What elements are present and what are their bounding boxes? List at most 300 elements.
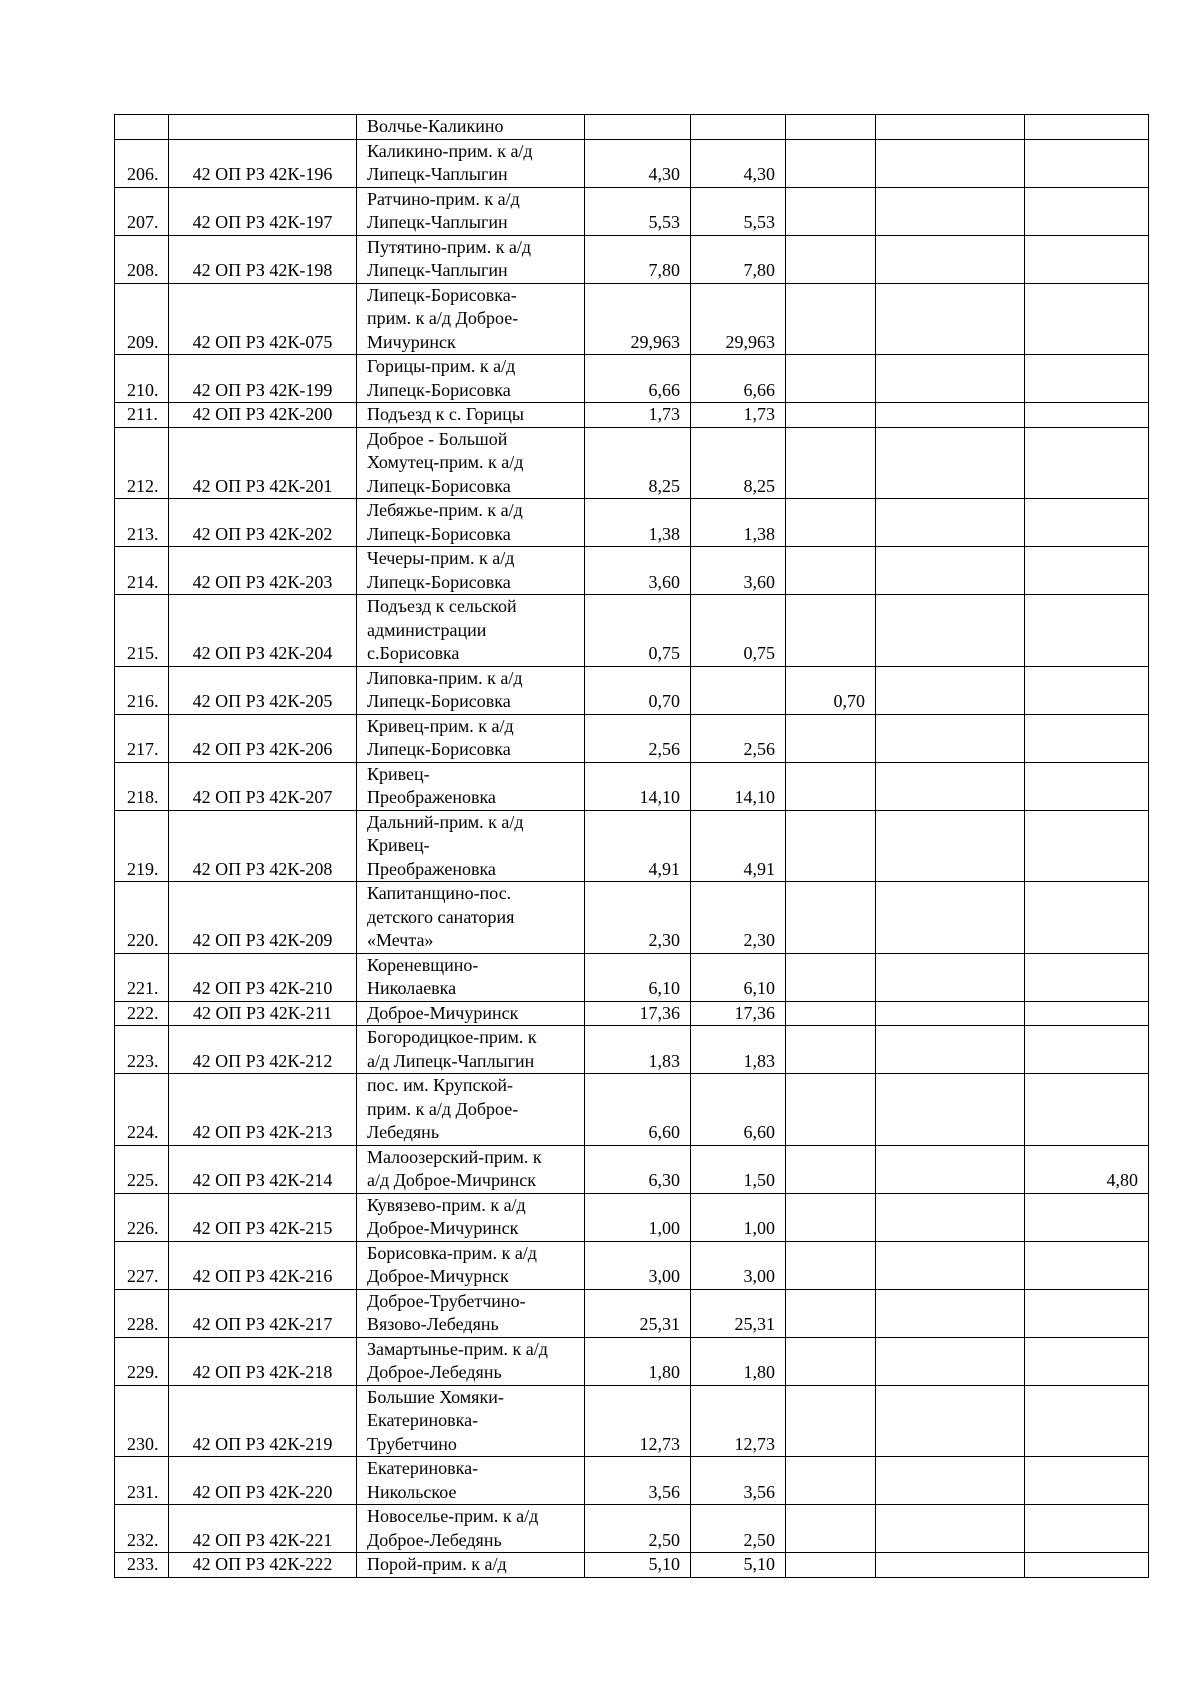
total-length-cell bbox=[585, 1337, 691, 1385]
length-col-1-text: 3,56 bbox=[743, 1481, 775, 1502]
row-number-text: 230. bbox=[127, 1433, 159, 1454]
length-col-1-text: 1,38 bbox=[743, 523, 775, 544]
total-length-cell bbox=[585, 762, 691, 810]
length-col-4-cell bbox=[1025, 762, 1149, 810]
length-col-1-cell bbox=[691, 187, 786, 235]
road-name-cell bbox=[357, 595, 585, 667]
total-length-text: 7,80 bbox=[648, 260, 680, 280]
road-name-text: Кривец- Преображеновка bbox=[367, 763, 496, 807]
row-number-cell bbox=[115, 403, 169, 428]
total-length-cell bbox=[585, 1505, 691, 1553]
total-length-text: 3,60 bbox=[648, 571, 680, 592]
total-length-cell bbox=[585, 403, 691, 428]
row-number-cell bbox=[115, 595, 169, 667]
length-col-1-text: 3,60 bbox=[743, 571, 775, 592]
length-col-1-cell bbox=[691, 1385, 786, 1457]
length-col-2-cell bbox=[786, 666, 876, 714]
road-name-cell bbox=[357, 666, 585, 714]
total-length-cell bbox=[585, 595, 691, 667]
total-length-text: 4,30 bbox=[648, 164, 680, 184]
road-name-text: Новоселье-прим. к а/д Доброе-Лебедянь bbox=[367, 1506, 539, 1550]
table-row bbox=[115, 547, 1149, 595]
length-col-3-cell bbox=[876, 1505, 1025, 1553]
length-col-2-cell bbox=[786, 355, 876, 403]
total-length-text: 1,80 bbox=[648, 1362, 680, 1382]
length-col-1-text: 1,83 bbox=[743, 1050, 775, 1071]
length-col-1-cell bbox=[691, 1289, 786, 1337]
road-code-text: 42 ОП РЗ 42К-204 bbox=[192, 643, 333, 663]
total-length-text: 2,30 bbox=[648, 930, 680, 950]
length-col-2-cell bbox=[786, 1289, 876, 1337]
row-number-cell bbox=[115, 1553, 169, 1578]
length-col-3-cell bbox=[876, 139, 1025, 187]
length-col-4-cell bbox=[1025, 595, 1149, 667]
length-col-4-cell bbox=[1025, 1505, 1149, 1553]
road-name-text: Борисовка-прим. к а/д Доброе-Мичурнск bbox=[367, 1242, 537, 1286]
length-col-3-cell bbox=[876, 1337, 1025, 1385]
length-col-1-text: 12,73 bbox=[734, 1433, 775, 1454]
total-length-text: 6,10 bbox=[648, 978, 680, 998]
total-length-text: 3,56 bbox=[648, 1481, 680, 1502]
road-name-cell bbox=[357, 283, 585, 355]
table-row bbox=[115, 1145, 1149, 1193]
total-length-text: 14,10 bbox=[639, 787, 680, 807]
total-length-text: 1,00 bbox=[648, 1218, 680, 1238]
table-row bbox=[115, 810, 1149, 882]
road-name-cell bbox=[357, 427, 585, 499]
total-length-text: 1,83 bbox=[648, 1050, 680, 1071]
length-col-1-cell bbox=[691, 115, 786, 140]
length-col-1-text: 14,10 bbox=[734, 787, 775, 807]
length-col-2-cell bbox=[786, 1385, 876, 1457]
road-code-text: 42 ОП РЗ 42К-211 bbox=[192, 1002, 333, 1023]
road-name-cell bbox=[357, 1074, 585, 1146]
table-row bbox=[115, 283, 1149, 355]
road-code-cell bbox=[169, 1337, 357, 1385]
table-row bbox=[115, 1074, 1149, 1146]
length-col-2-cell bbox=[786, 1145, 876, 1193]
row-number-text: 233. bbox=[127, 1554, 159, 1574]
length-col-3-cell bbox=[876, 547, 1025, 595]
table-row bbox=[115, 1457, 1149, 1505]
road-name-text: Лебяжье-прим. к а/д Липецк-Борисовка bbox=[367, 500, 523, 544]
length-col-1-cell bbox=[691, 810, 786, 882]
total-length-cell bbox=[585, 283, 691, 355]
length-col-3-cell bbox=[876, 427, 1025, 499]
row-number-text: 219. bbox=[127, 858, 159, 879]
length-col-3-cell bbox=[876, 1385, 1025, 1457]
total-length-text: 2,50 bbox=[648, 1529, 680, 1550]
length-col-4-cell bbox=[1025, 1457, 1149, 1505]
length-col-2-cell bbox=[786, 1193, 876, 1241]
length-col-2-text: 0,70 bbox=[833, 691, 865, 711]
road-code-cell bbox=[169, 1193, 357, 1241]
length-col-2-cell bbox=[786, 1074, 876, 1146]
length-col-1-cell bbox=[691, 595, 786, 667]
road-name-cell bbox=[357, 810, 585, 882]
total-length-cell bbox=[585, 115, 691, 140]
total-length-text: 2,56 bbox=[648, 739, 680, 759]
road-code-cell bbox=[169, 882, 357, 954]
length-col-3-cell bbox=[876, 810, 1025, 882]
length-col-2-cell bbox=[786, 1505, 876, 1553]
total-length-text: 29,963 bbox=[630, 331, 680, 352]
total-length-cell bbox=[585, 1026, 691, 1074]
length-col-1-cell bbox=[691, 139, 786, 187]
length-col-1-cell bbox=[691, 499, 786, 547]
road-name-cell bbox=[357, 1553, 585, 1578]
road-name-cell bbox=[357, 882, 585, 954]
total-length-text: 6,30 bbox=[648, 1170, 680, 1190]
length-col-2-cell bbox=[786, 139, 876, 187]
road-name-cell bbox=[357, 1505, 585, 1553]
road-code-text: 42 ОП РЗ 42К-205 bbox=[192, 691, 333, 711]
length-col-1-text: 6,60 bbox=[743, 1122, 775, 1142]
table-row bbox=[115, 187, 1149, 235]
length-col-3-cell bbox=[876, 187, 1025, 235]
road-code-text: 42 ОП РЗ 42К-210 bbox=[192, 978, 333, 998]
table-row bbox=[115, 714, 1149, 762]
row-number-text: 223. bbox=[127, 1050, 159, 1071]
length-col-4-cell bbox=[1025, 810, 1149, 882]
total-length-text: 17,36 bbox=[639, 1002, 680, 1023]
road-code-cell bbox=[169, 355, 357, 403]
road-name-cell bbox=[357, 115, 585, 140]
length-col-2-cell bbox=[786, 595, 876, 667]
row-number-text: 210. bbox=[127, 379, 159, 400]
road-code-cell bbox=[169, 235, 357, 283]
length-col-2-cell bbox=[786, 283, 876, 355]
length-col-1-text: 1,73 bbox=[743, 404, 775, 424]
length-col-2-cell bbox=[786, 1241, 876, 1289]
length-col-2-cell bbox=[786, 115, 876, 140]
road-code-cell bbox=[169, 139, 357, 187]
total-length-text: 12,73 bbox=[639, 1433, 680, 1454]
total-length-cell bbox=[585, 547, 691, 595]
total-length-cell bbox=[585, 139, 691, 187]
row-number-cell bbox=[115, 427, 169, 499]
row-number-cell bbox=[115, 499, 169, 547]
length-col-3-cell bbox=[876, 595, 1025, 667]
length-col-4-cell bbox=[1025, 714, 1149, 762]
length-col-4-cell bbox=[1025, 1001, 1149, 1026]
road-code-text: 42 ОП РЗ 42К-222 bbox=[192, 1554, 333, 1574]
length-col-2-cell bbox=[786, 235, 876, 283]
road-name-cell bbox=[357, 1289, 585, 1337]
road-name-text: Путятино-прим. к а/д Липецк-Чаплыгин bbox=[367, 236, 532, 280]
road-code-cell bbox=[169, 1505, 357, 1553]
road-code-text: 42 ОП РЗ 42К-198 bbox=[192, 260, 333, 280]
total-length-cell bbox=[585, 714, 691, 762]
road-code-cell bbox=[169, 187, 357, 235]
total-length-cell bbox=[585, 1074, 691, 1146]
length-col-4-cell bbox=[1025, 547, 1149, 595]
length-col-1-text: 6,10 bbox=[743, 978, 775, 998]
total-length-text: 8,25 bbox=[648, 475, 680, 496]
row-number-cell bbox=[115, 1026, 169, 1074]
length-col-1-cell bbox=[691, 235, 786, 283]
row-number-text: 221. bbox=[127, 978, 159, 998]
length-col-4-cell bbox=[1025, 1074, 1149, 1146]
road-name-text: Кореневщино- Николаевка bbox=[367, 954, 479, 998]
length-col-1-text: 7,80 bbox=[743, 260, 775, 280]
length-col-4-cell bbox=[1025, 499, 1149, 547]
table-row bbox=[115, 595, 1149, 667]
length-col-1-text: 2,56 bbox=[743, 739, 775, 759]
length-col-3-cell bbox=[876, 1289, 1025, 1337]
table-row bbox=[115, 1241, 1149, 1289]
length-col-3-cell bbox=[876, 1001, 1025, 1026]
total-length-text: 6,60 bbox=[648, 1122, 680, 1142]
total-length-text: 5,53 bbox=[648, 212, 680, 232]
row-number-text: 212. bbox=[127, 475, 159, 496]
row-number-cell bbox=[115, 1457, 169, 1505]
row-number-text: 227. bbox=[127, 1266, 159, 1286]
length-col-1-cell bbox=[691, 1241, 786, 1289]
total-length-cell bbox=[585, 666, 691, 714]
road-code-text: 42 ОП РЗ 42К-199 bbox=[192, 379, 333, 400]
total-length-text: 6,66 bbox=[648, 379, 680, 400]
road-name-cell bbox=[357, 953, 585, 1001]
length-col-4-cell bbox=[1025, 1193, 1149, 1241]
road-register-table bbox=[114, 114, 1149, 1578]
length-col-3-cell bbox=[876, 762, 1025, 810]
total-length-cell bbox=[585, 499, 691, 547]
row-number-cell bbox=[115, 1241, 169, 1289]
row-number-text: 207. bbox=[127, 212, 159, 232]
road-code-cell bbox=[169, 1385, 357, 1457]
row-number-cell bbox=[115, 1505, 169, 1553]
length-col-2-cell bbox=[786, 1001, 876, 1026]
row-number-cell bbox=[115, 283, 169, 355]
total-length-cell bbox=[585, 953, 691, 1001]
length-col-4-cell bbox=[1025, 355, 1149, 403]
length-col-4-cell bbox=[1025, 115, 1149, 140]
length-col-1-cell bbox=[691, 882, 786, 954]
road-code-cell bbox=[169, 1026, 357, 1074]
length-col-4-cell bbox=[1025, 283, 1149, 355]
length-col-1-text: 2,50 bbox=[743, 1529, 775, 1550]
length-col-2-cell bbox=[786, 1026, 876, 1074]
road-name-cell bbox=[357, 547, 585, 595]
road-name-cell bbox=[357, 139, 585, 187]
table-row bbox=[115, 882, 1149, 954]
row-number-text: 214. bbox=[127, 571, 159, 592]
length-col-4-cell bbox=[1025, 187, 1149, 235]
row-number-text: 206. bbox=[127, 164, 159, 184]
length-col-2-cell bbox=[786, 403, 876, 428]
row-number-cell bbox=[115, 115, 169, 140]
length-col-1-cell bbox=[691, 1337, 786, 1385]
total-length-cell bbox=[585, 427, 691, 499]
table-row bbox=[115, 953, 1149, 1001]
table-row bbox=[115, 1337, 1149, 1385]
road-name-text: Кривец-прим. к а/д Липецк-Борисовка bbox=[367, 715, 514, 759]
length-col-1-text: 5,10 bbox=[743, 1554, 775, 1574]
road-name-cell bbox=[357, 1193, 585, 1241]
road-name-cell bbox=[357, 762, 585, 810]
length-col-1-cell bbox=[691, 953, 786, 1001]
length-col-3-cell bbox=[876, 283, 1025, 355]
road-name-text: Большие Хомяки- Екатериновка- Трубетчино bbox=[367, 1386, 504, 1454]
road-code-cell bbox=[169, 810, 357, 882]
road-name-text: Кувязево-прим. к а/д Доброе-Мичуринск bbox=[367, 1194, 526, 1238]
row-number-text: 218. bbox=[127, 787, 159, 807]
road-code-text: 42 ОП РЗ 42К-214 bbox=[192, 1170, 333, 1190]
length-col-2-cell bbox=[786, 427, 876, 499]
road-code-text: 42 ОП РЗ 42К-217 bbox=[192, 1314, 333, 1334]
row-number-cell bbox=[115, 1074, 169, 1146]
road-code-text: 42 ОП РЗ 42К-075 bbox=[192, 331, 333, 352]
row-number-text: 217. bbox=[127, 739, 159, 759]
row-number-cell bbox=[115, 235, 169, 283]
road-name-text: Капитанщино-пос. детского санатория «Мечта» bbox=[367, 883, 515, 950]
length-col-3-cell bbox=[876, 403, 1025, 428]
table-row bbox=[115, 1553, 1149, 1578]
row-number-cell bbox=[115, 139, 169, 187]
row-number-text: 229. bbox=[127, 1362, 159, 1382]
road-name-text: Дальний-прим. к а/д Кривец- Преображеновка bbox=[367, 811, 524, 879]
row-number-cell bbox=[115, 355, 169, 403]
row-number-cell bbox=[115, 1289, 169, 1337]
total-length-text: 0,75 bbox=[648, 643, 680, 663]
row-number-cell bbox=[115, 666, 169, 714]
length-col-1-cell bbox=[691, 762, 786, 810]
road-code-cell bbox=[169, 595, 357, 667]
row-number-cell bbox=[115, 187, 169, 235]
length-col-4-cell bbox=[1025, 403, 1149, 428]
length-col-3-cell bbox=[876, 235, 1025, 283]
road-code-text: 42 ОП РЗ 42К-213 bbox=[192, 1122, 333, 1142]
road-name-text: Замартынье-прим. к а/д Доброе-Лебедянь bbox=[367, 1338, 548, 1382]
table-row bbox=[115, 1505, 1149, 1553]
road-name-cell bbox=[357, 1241, 585, 1289]
road-name-text: Малоозерский-прим. к а/д Доброе-Мичринск bbox=[367, 1146, 542, 1190]
road-name-cell bbox=[357, 1457, 585, 1505]
total-length-cell bbox=[585, 1193, 691, 1241]
table-row bbox=[115, 235, 1149, 283]
total-length-cell bbox=[585, 1241, 691, 1289]
row-number-cell bbox=[115, 1145, 169, 1193]
length-col-1-text: 8,25 bbox=[743, 475, 775, 496]
total-length-cell bbox=[585, 355, 691, 403]
length-col-4-cell bbox=[1025, 1553, 1149, 1578]
length-col-1-text: 5,53 bbox=[743, 212, 775, 232]
road-code-cell bbox=[169, 1289, 357, 1337]
length-col-4-cell bbox=[1025, 953, 1149, 1001]
road-code-text: 42 ОП РЗ 42К-215 bbox=[192, 1218, 333, 1238]
road-name-cell bbox=[357, 187, 585, 235]
length-col-4-cell bbox=[1025, 882, 1149, 954]
road-code-cell bbox=[169, 666, 357, 714]
length-col-1-text: 2,30 bbox=[743, 930, 775, 950]
road-code-cell bbox=[169, 403, 357, 428]
length-col-3-cell bbox=[876, 1145, 1025, 1193]
table-body bbox=[115, 115, 1149, 1578]
total-length-cell bbox=[585, 1145, 691, 1193]
road-code-cell bbox=[169, 714, 357, 762]
length-col-3-cell bbox=[876, 882, 1025, 954]
road-name-cell bbox=[357, 499, 585, 547]
row-number-text: 232. bbox=[127, 1529, 159, 1550]
length-col-1-text: 0,75 bbox=[743, 643, 775, 663]
length-col-1-text: 3,00 bbox=[743, 1266, 775, 1286]
road-code-text: 42 ОП РЗ 42К-207 bbox=[192, 787, 333, 807]
road-name-text: Липовка-прим. к а/д Липецк-Борисовка bbox=[367, 667, 523, 711]
total-length-cell bbox=[585, 1289, 691, 1337]
row-number-cell bbox=[115, 1193, 169, 1241]
length-col-1-text: 6,66 bbox=[743, 379, 775, 400]
length-col-4-text: 4,80 bbox=[1106, 1170, 1138, 1190]
length-col-2-cell bbox=[786, 187, 876, 235]
total-length-cell bbox=[585, 810, 691, 882]
road-code-text: 42 ОП РЗ 42К-202 bbox=[192, 523, 333, 544]
table-row bbox=[115, 355, 1149, 403]
road-code-text: 42 ОП РЗ 42К-203 bbox=[192, 571, 333, 592]
road-name-cell bbox=[357, 714, 585, 762]
row-number-text: 220. bbox=[127, 930, 159, 950]
table-row bbox=[115, 427, 1149, 499]
length-col-4-cell bbox=[1025, 139, 1149, 187]
road-code-cell bbox=[169, 1001, 357, 1026]
length-col-3-cell bbox=[876, 115, 1025, 140]
total-length-text: 25,31 bbox=[639, 1314, 680, 1334]
total-length-text: 3,00 bbox=[648, 1266, 680, 1286]
road-name-text: Ратчино-прим. к а/д Липецк-Чаплыгин bbox=[367, 188, 520, 232]
row-number-text: 226. bbox=[127, 1218, 159, 1238]
total-length-text: 4,91 bbox=[648, 858, 680, 879]
length-col-3-cell bbox=[876, 666, 1025, 714]
row-number-text: 216. bbox=[127, 691, 159, 711]
row-number-cell bbox=[115, 1001, 169, 1026]
road-code-cell bbox=[169, 115, 357, 140]
road-code-cell bbox=[169, 1241, 357, 1289]
road-code-text: 42 ОП РЗ 42К-201 bbox=[192, 475, 333, 496]
row-number-text: 208. bbox=[127, 260, 159, 280]
road-code-text: 42 ОП РЗ 42К-200 bbox=[192, 404, 333, 424]
road-name-cell bbox=[357, 1026, 585, 1074]
total-length-cell bbox=[585, 1385, 691, 1457]
length-col-2-cell bbox=[786, 1457, 876, 1505]
length-col-4-cell bbox=[1025, 1026, 1149, 1074]
length-col-2-cell bbox=[786, 714, 876, 762]
row-number-text: 215. bbox=[127, 643, 159, 663]
road-name-text: пос. им. Крупской- прим. к а/д Доброе- Лебедянь bbox=[367, 1075, 519, 1142]
length-col-1-text: 4,30 bbox=[743, 164, 775, 184]
road-code-cell bbox=[169, 953, 357, 1001]
row-number-cell bbox=[115, 1385, 169, 1457]
length-col-1-text: 25,31 bbox=[734, 1314, 775, 1334]
road-code-cell bbox=[169, 427, 357, 499]
road-code-cell bbox=[169, 1553, 357, 1578]
length-col-3-cell bbox=[876, 499, 1025, 547]
length-col-3-cell bbox=[876, 953, 1025, 1001]
road-name-text: Доброе-Мичуринск bbox=[367, 1002, 519, 1023]
table-row bbox=[115, 762, 1149, 810]
length-col-1-text: 1,80 bbox=[743, 1362, 775, 1382]
length-col-3-cell bbox=[876, 1193, 1025, 1241]
table-row bbox=[115, 115, 1149, 140]
length-col-1-cell bbox=[691, 1026, 786, 1074]
road-code-text: 42 ОП РЗ 42К-208 bbox=[192, 858, 333, 879]
length-col-1-cell bbox=[691, 714, 786, 762]
row-number-cell bbox=[115, 882, 169, 954]
road-code-cell bbox=[169, 499, 357, 547]
length-col-1-cell bbox=[691, 1505, 786, 1553]
road-code-cell bbox=[169, 547, 357, 595]
road-name-text: Доброе - Большой Хомутец-прим. к а/д Липецк-Борисовка bbox=[367, 428, 524, 496]
total-length-text: 1,73 bbox=[648, 404, 680, 424]
